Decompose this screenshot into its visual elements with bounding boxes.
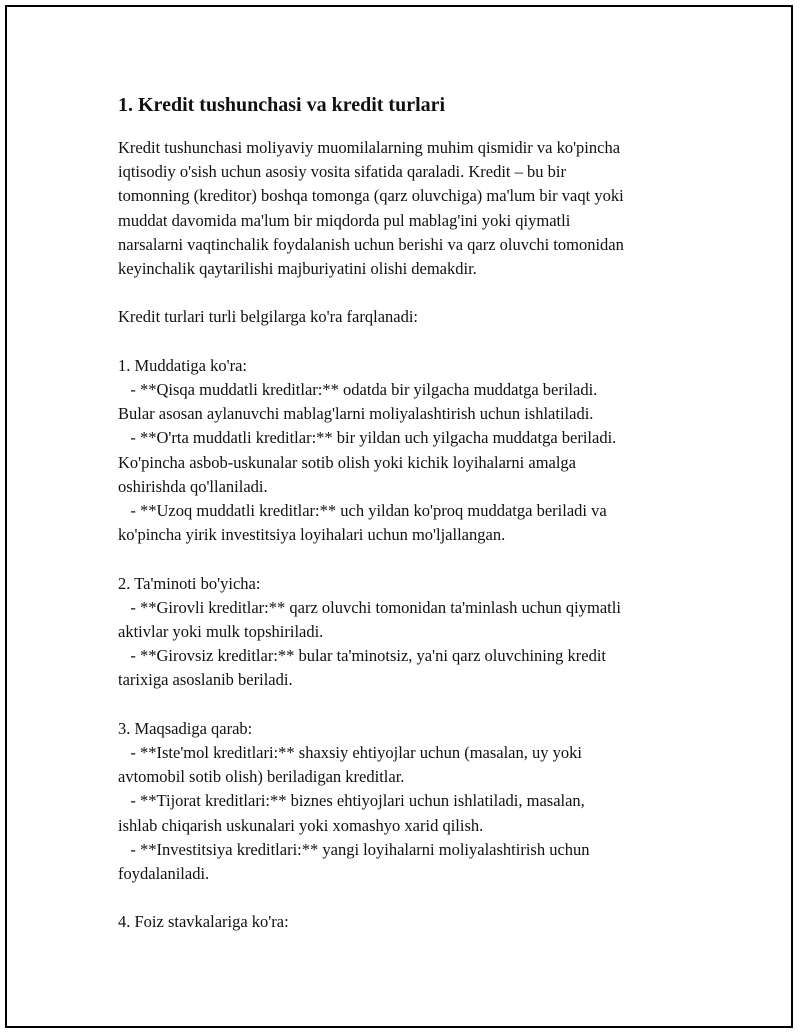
text-line: - **O'rta muddatli kreditlar:** bir yildan uch yilgacha muddatga beriladi. (118, 428, 617, 448)
text-line: - **Investitsiya kreditlari:** yangi loyihalarni moliyalashtirish uchun (118, 839, 590, 859)
document-text (118, 136, 693, 935)
text-line: - **Tijorat kreditlari:** biznes ehtiyojlari uchun ishlatiladi, masalan, (118, 791, 585, 811)
text-line: 3. Maqsadiga qarab: (118, 718, 253, 738)
blank-line (118, 886, 693, 910)
text-line: keyinchalik qaytarilishi majburiyatini olishi demakdir. (118, 259, 477, 279)
blank-line (118, 693, 693, 717)
text-line: muddat davomida ma'lum bir miqdorda pul mablag'ini yoki qiymatli (118, 210, 571, 230)
text-line: tomonning (kreditor) boshqa tomonga (qarz oluvchiga) ma'lum bir vaqt yoki (118, 186, 624, 206)
text-line: iqtisodiy o'sish uchun asosiy vosita sifatida qaraladi. Kredit – bu bir (118, 162, 566, 182)
text-line: tarixiga asoslanib beriladi. (118, 670, 293, 690)
text-line: foydalaniladi. (118, 864, 210, 884)
text-line: - **Qisqa muddatli kreditlar:** odatda bir yilgacha muddatga beriladi. (118, 380, 598, 399)
text-line: 2. Ta'minoti bo'yicha: (118, 573, 261, 593)
text-line: aktivlar yoki mulk topshiriladi. (118, 622, 324, 642)
text-line: avtomobil sotib olish) beriladigan kreditlar. (118, 767, 405, 787)
document-body (118, 90, 693, 935)
text-line: - **Iste'mol kreditlari:** shaxsiy ehtiyojlar uchun (masalan, uy yoki (118, 743, 582, 763)
blank-line (118, 330, 693, 354)
text-line: Kredit tushunchasi moliyaviy muomilalarning muhim qismidir va ko'pincha (118, 138, 621, 157)
text-line: narsalarni vaqtinchalik foydalanish uchun berishi va qarz oluvchi tomonidan (118, 234, 624, 254)
text-line: - **Girovsiz kreditlar:** bular ta'minotsiz, ya'ni qarz oluvchining kredit (118, 646, 606, 666)
text-line: 1. Muddatiga ko'ra: (118, 355, 247, 375)
text-line: 4. Foiz stavkalariga ko'ra: (118, 912, 289, 932)
section-heading: 1. Kredit tushunchasi va kredit turlari (118, 94, 446, 116)
text-line: Bular asosan aylanuvchi mablag'larni moliyalashtirish uchun ishlatiladi. (118, 404, 594, 424)
text-line: ko'pincha yirik investitsiya loyihalari uchun mo'ljallangan. (118, 525, 506, 545)
blank-line (118, 547, 693, 571)
text-line: Kredit turlari turli belgilarga ko'ra farqlanadi: (118, 307, 419, 327)
blank-line (118, 281, 693, 305)
text-line: - **Girovli kreditlar:** qarz oluvchi tomonidan ta'minlash uchun qiymatli (118, 597, 621, 617)
text-line: - **Uzoq muddatli kreditlar:** uch yildan ko'proq muddatga beriladi va (118, 501, 607, 521)
text-line: oshirishda qo'llaniladi. (118, 476, 268, 496)
text-line: Ko'pincha asbob-uskunalar sotib olish yoki kichik loyihalarni amalga (118, 452, 577, 472)
text-line: ishlab chiqarish uskunalari yoki xomashyo xarid qilish. (118, 815, 484, 835)
